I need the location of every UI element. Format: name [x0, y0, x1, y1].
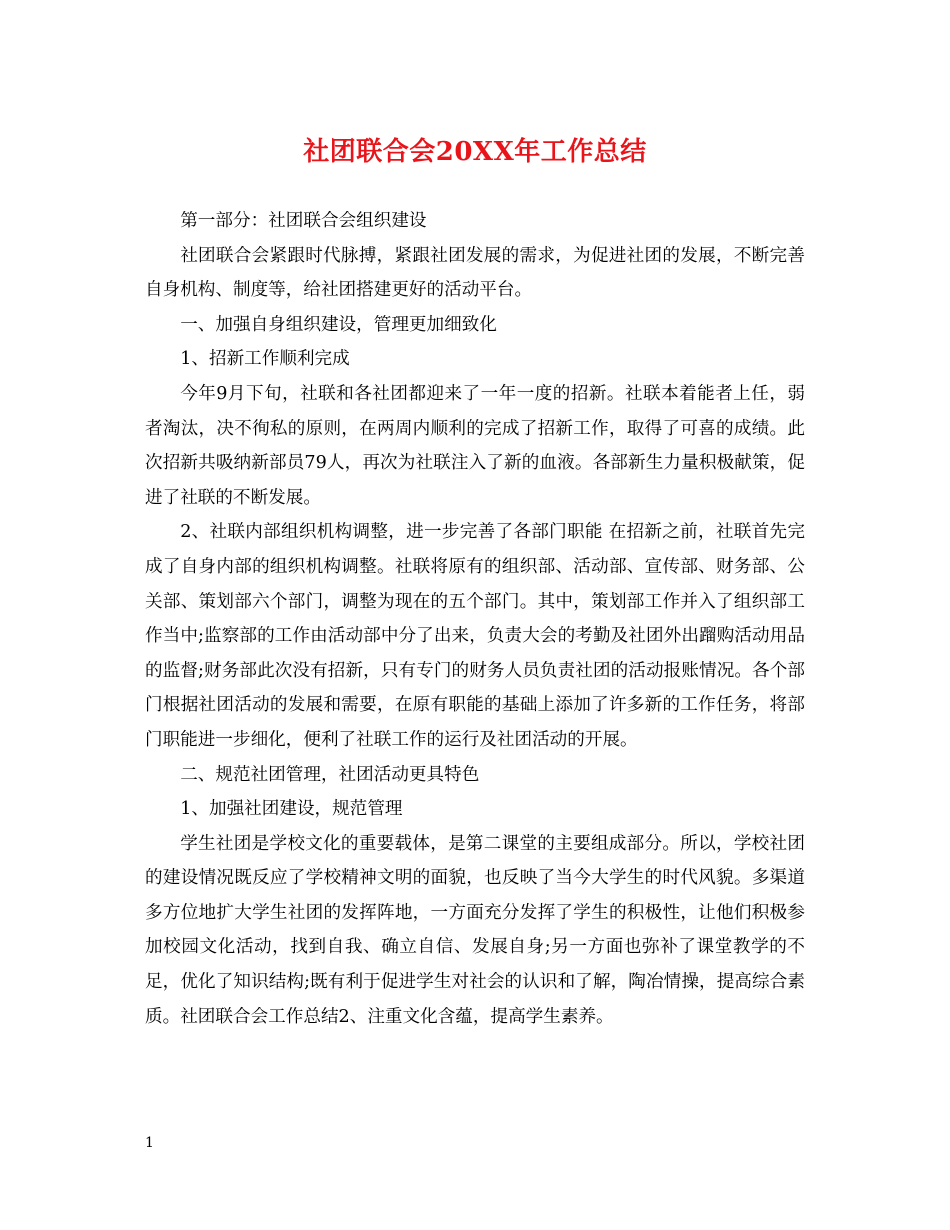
- paragraph: 今年9月下旬，社联和各社团都迎来了一年一度的招新。社联本着能者上任，弱者淘汰，决不徇私的原则，在两周内顺利的完成了招新工作，取得了可喜的成绩。此次招新共吸纳新部员79人，再次为社联注入了新的血液。各部新生力量积极献策，促进了社联的不断发展。: [145, 383, 805, 508]
- subsection-heading: 1、招新工作顺利完成: [180, 349, 350, 370]
- subsection-heading: 1、加强社团建设，规范管理: [180, 799, 403, 820]
- section-heading: 二、规范社团管理，社团活动更具特色: [180, 764, 480, 785]
- document-title: 社团联合会20XX年工作总结: [303, 137, 647, 167]
- page-number: 1: [145, 1135, 154, 1151]
- section-heading: 一、加强自身组织建设，管理更加细致化: [180, 314, 497, 335]
- paragraph: 社团联合会紧跟时代脉搏，紧跟社团发展的需求，为促进社团的发展，不断完善自身机构、制度等，给社团搭建更好的活动平台。: [145, 245, 805, 301]
- section-heading: 第一部分：社团联合会组织建设: [180, 211, 427, 231]
- paragraph: 学生社团是学校文化的重要载体，是第二课堂的主要组成部分。所以，学校社团的建设情况既反应了学校精神文明的面貌，也反映了当今大学生的时代风貌。多渠道多方位地扩大学生社团的发挥阵地，一方面充分发挥了学生的积极性，让他们积极参加校园文化活动，找到自我、确立自信、发展自身;另一方面也弥补了课堂教学的不足，优化了知识结构;既有利于促进学生对社会的认识和了解，陶冶情操，提高综合素质。社团联合会工作总结2、注重文化含蕴，提高学生素养。: [145, 833, 805, 1027]
- paragraph: 2、社联内部组织机构调整，进一步完善了各部门职能 在招新之前，社联首先完成了自身内部的组织机构调整。社联将原有的组织部、活动部、宣传部、财务部、公关部、策划部六个部门，调整为现在的五个部门。其中，策划部工作并入了组织部工作当中;监察部的工作由活动部中分了出来，负责大会的考勤及社团外出蹓购活动用品的监督;财务部此次没有招新，只有专门的财务人员负责社团的活动报账情况。各个部门根据社团活动的发展和需要，在原有职能的基础上添加了许多新的工作任务，将部门职能进一步细化，便利了社联工作的运行及社团活动的开展。: [145, 522, 805, 750]
- document-body: [145, 204, 805, 1034]
